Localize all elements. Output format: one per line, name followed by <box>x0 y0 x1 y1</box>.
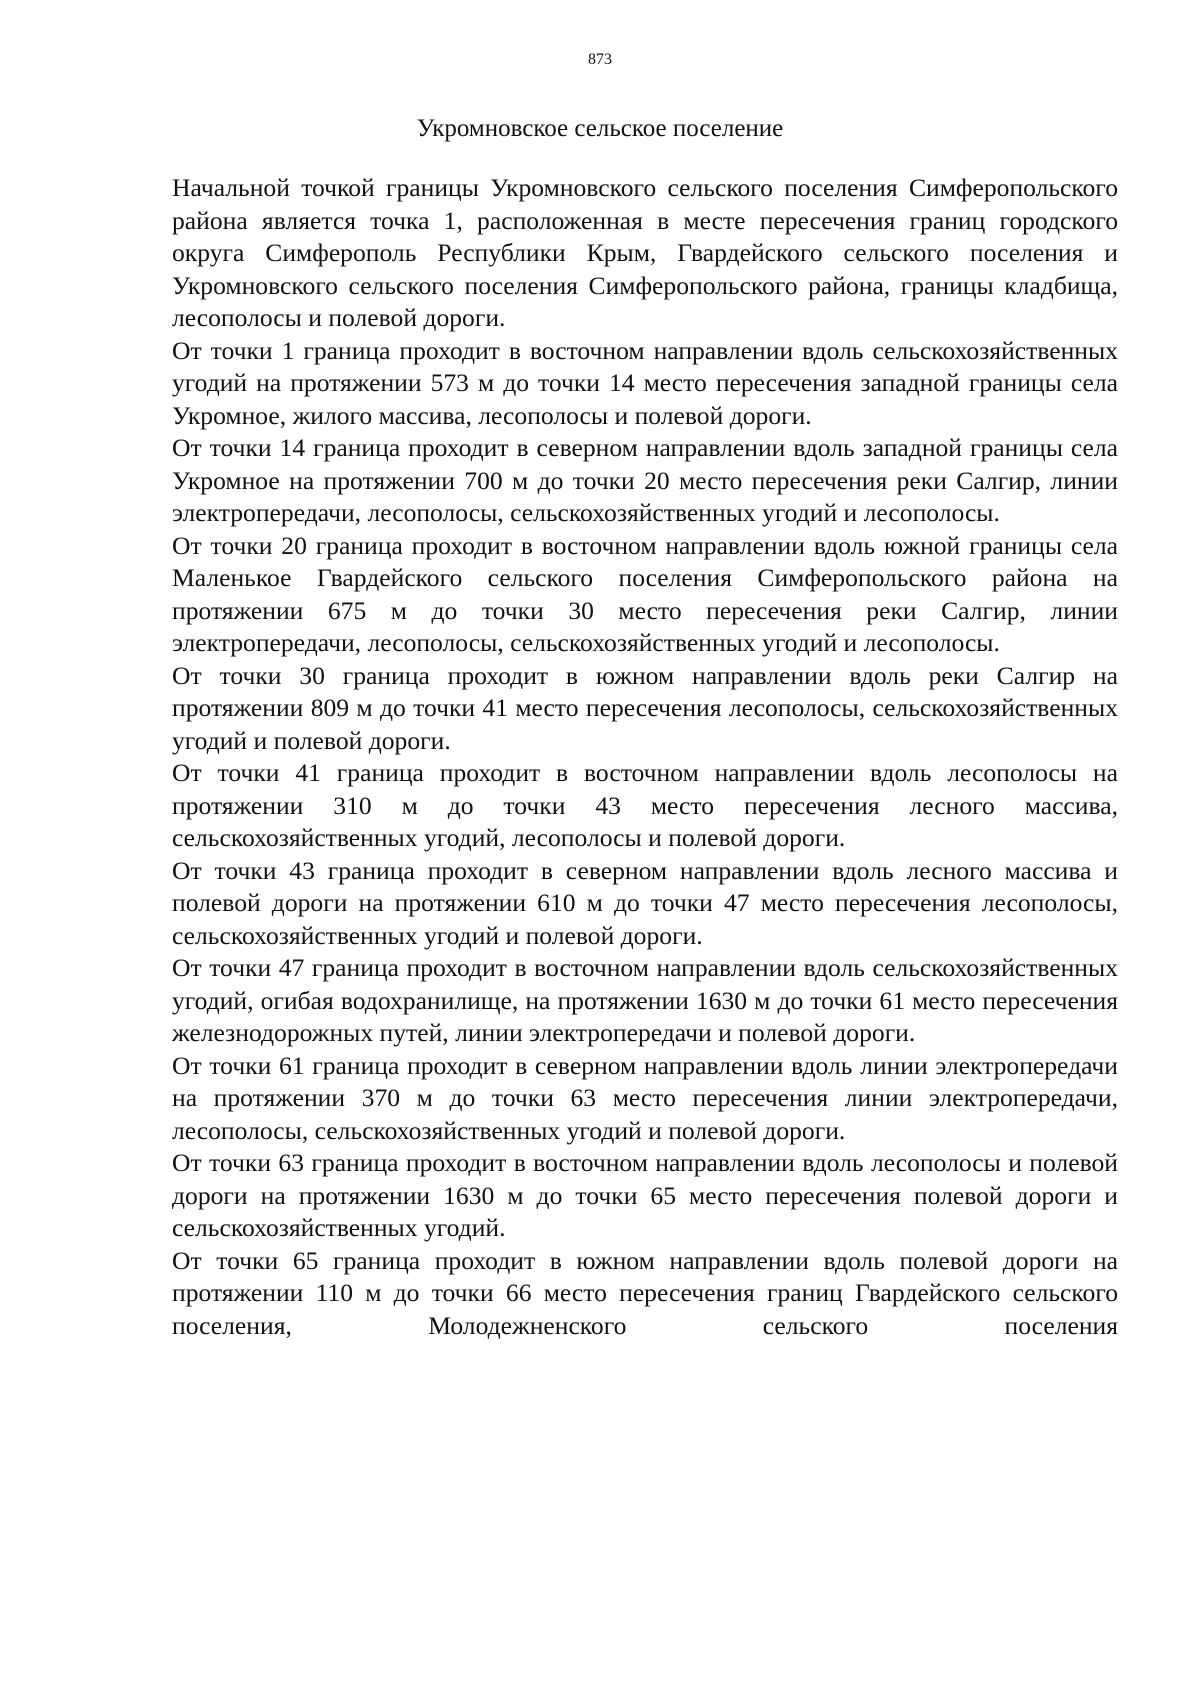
paragraph-9: От точки 61 граница проходит в северном направлении вдоль линии электропередачи на протяжении 370 м до точки 63 место пересечения линии электропередачи, лесополосы, сельскохозяйственных угодий и полевой дороги. <box>172 1050 1118 1145</box>
paragraph-7: От точки 43 граница проходит в северном направлении вдоль лесного массива и полевой дороги на протяжении 610 м до точки 47 место пересечения лесополосы, сельскохозяйственных угодий и полевой дороги. <box>172 855 1118 950</box>
paragraph-1: Начальной точкой границы Укромновского сельского поселения Симферопольского района является точка 1, расположенная в месте пересечения границ городского округа Симферополь Республики Крым, Гвардейского сельского поселения и Укромновского сельского поселения Симферопольского района, границы кладбища, лесополосы и полевой дороги. <box>172 173 1118 332</box>
document-title: Укромновское сельское поселение <box>416 115 784 142</box>
page-number: 873 <box>588 51 612 68</box>
paragraph-8: От точки 47 граница проходит в восточном направлении вдоль сельскохозяйственных угодий, огибая водохранилище, на протяжении 1630 м до точки 61 место пересечения железнодорожных путей, линии электропередачи и полевой дороги. <box>172 953 1118 1047</box>
paragraph-5: От точки 30 граница проходит в южном направлении вдоль реки Салгир на протяжении 809 м до точки 41 место пересечения лесополосы, сельскохозяйственных угодий и полевой дороги. <box>172 660 1118 755</box>
paragraph-10: От точки 63 граница проходит в восточном направлении вдоль лесополосы и полевой дороги на протяжении 1630 м до точки 65 место пересечения полевой дороги и сельскохозяйственных угодий. <box>172 1148 1118 1242</box>
paragraph-4: От точки 20 граница проходит в восточном направлении вдоль южной границы села Маленькое Гвардейского сельского поселения Симферопольского района на протяжении 675 м до точки 30 место пересечения реки Салгир, линии электропередачи, лесополосы, сельскохозяйственных угодий и лесополосы. <box>172 530 1118 657</box>
paragraph-3: От точки 14 граница проходит в северном направлении вдоль западной границы села Укромное на протяжении 700 м до точки 20 место пересечения реки Салгир, линии электропередачи, лесополосы, сельскохозяйственных угодий и лесополосы. <box>172 433 1118 527</box>
paragraph-11: От точки 65 граница проходит в южном направлении вдоль полевой дороги на протяжении 110 м до точки 66 место пересечения границ Гвардейского сельского поселения, Молодежненского сельского поселения <box>172 1245 1118 1340</box>
paragraph-6: От точки 41 граница проходит в восточном направлении вдоль лесополосы на протяжении 310 м до точки 43 место пересечения лесного массива, сельскохозяйственных угодий, лесополосы и полевой дороги. <box>172 758 1118 852</box>
paragraph-2: От точки 1 граница проходит в восточном направлении вдоль сельскохозяйственных угодий на протяжении 573 м до точки 14 место пересечения западной границы села Укромное, жилого массива, лесополосы и полевой дороги. <box>172 335 1118 430</box>
document-body <box>172 172 1118 1342</box>
